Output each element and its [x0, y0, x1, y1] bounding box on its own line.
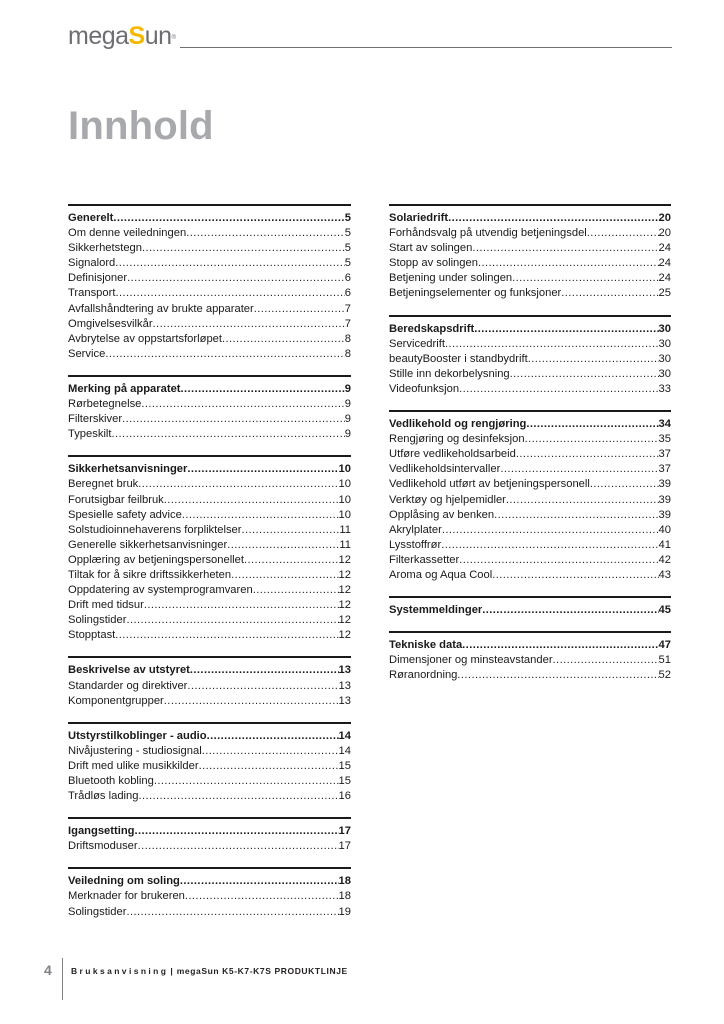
toc-entry-label: Akrylplater — [389, 523, 442, 536]
toc-entry-label: Definisjoner — [68, 272, 128, 285]
toc-entry-label: Røranordning — [389, 669, 458, 682]
logo-text-s: S — [128, 22, 145, 50]
toc-entry[interactable] — [68, 493, 351, 508]
toc-entry[interactable] — [68, 583, 351, 598]
toc-page-number: 5 — [344, 242, 351, 255]
toc-entry-label: Standarder og direktiver — [68, 679, 188, 692]
toc-page-number: 30 — [658, 337, 671, 350]
dot-leader — [115, 628, 338, 643]
dot-leader — [478, 256, 659, 271]
toc-entry-label: Komponentgrupper — [68, 694, 164, 707]
toc-heading-label: Merking på apparatet — [68, 382, 181, 395]
dot-leader — [459, 382, 658, 397]
dot-leader — [459, 553, 658, 568]
toc-entry-label: Drift med tidsur — [68, 599, 144, 612]
toc-page-number: 52 — [658, 669, 671, 682]
toc-entry[interactable] — [68, 789, 351, 804]
toc-entry[interactable] — [68, 889, 351, 904]
toc-entry[interactable] — [68, 613, 351, 628]
toc-entry-label: Filterskiver — [68, 413, 123, 426]
dot-leader — [105, 347, 344, 362]
toc-entry-label: Spesielle safety advice — [68, 508, 182, 521]
toc-page-number: 9 — [344, 413, 351, 426]
toc-entry[interactable] — [389, 668, 671, 683]
dot-leader — [199, 759, 339, 774]
toc-section-heading[interactable] — [68, 824, 351, 839]
toc-entry[interactable] — [389, 523, 671, 538]
toc-entry-label: Stopp av solingen — [389, 257, 478, 270]
toc-section — [389, 204, 671, 302]
toc-entry-label: Driftsmoduser — [68, 840, 138, 853]
toc-entry-label: Service — [68, 347, 106, 360]
toc-entry-label: Beregnet bruk — [68, 478, 139, 491]
dot-leader — [190, 663, 339, 678]
toc-heading-label: Tekniske data — [389, 639, 463, 652]
toc-section — [68, 455, 351, 643]
dot-leader — [525, 432, 659, 447]
toc-entry-label: Forutsigbar feilbruk — [68, 493, 164, 506]
dot-leader — [113, 211, 344, 226]
toc-entry[interactable] — [68, 412, 351, 427]
dot-leader — [510, 367, 659, 382]
toc-page-number: 12 — [338, 629, 351, 642]
toc-entry[interactable] — [68, 568, 351, 583]
toc-entry-label: Tiltak for å sikre driftssikkerheten — [68, 568, 232, 581]
toc-page-number: 13 — [338, 664, 351, 677]
toc-entry-label: Servicedrift — [389, 337, 445, 350]
toc-entry-label: Drift med ulike musikkilder — [68, 759, 199, 772]
dot-leader — [472, 241, 658, 256]
toc-entry[interactable] — [68, 427, 351, 442]
toc-page-number: 34 — [658, 418, 671, 431]
toc-entry[interactable] — [68, 553, 351, 568]
dot-leader — [164, 694, 339, 709]
toc-page-number: 6 — [344, 272, 351, 285]
toc-entry-label: Stille inn dekorbelysning — [389, 367, 510, 380]
toc-page-number: 20 — [658, 227, 671, 240]
toc-page-number: 10 — [338, 463, 351, 476]
toc-page-number: 15 — [338, 759, 351, 772]
dot-leader — [494, 508, 658, 523]
toc-page-number: 12 — [338, 599, 351, 612]
footer-doc-type: Bruksanvisning — [71, 966, 169, 976]
toc-page-number: 40 — [658, 523, 671, 536]
toc-entry[interactable] — [389, 493, 671, 508]
toc-heading-label: Solariedrift — [389, 212, 449, 224]
toc-entry-label: Trådløs lading — [68, 790, 139, 803]
toc-page-number: 16 — [338, 790, 351, 803]
footer-product: megaSun K5-K7-K7S PRODUKTLINJE — [176, 966, 348, 976]
toc-entry[interactable] — [68, 226, 351, 241]
toc-entry[interactable] — [389, 447, 671, 462]
toc-page-number: 25 — [658, 287, 671, 300]
toc-page-number: 9 — [344, 398, 351, 411]
toc-entry[interactable] — [389, 367, 671, 382]
toc-column-right — [389, 204, 671, 696]
dot-leader — [253, 583, 339, 598]
toc-entry-label: Rørbetegnelse — [68, 398, 142, 411]
dot-leader — [590, 477, 659, 492]
toc-page-number: 51 — [658, 654, 671, 667]
toc-section — [389, 410, 671, 583]
dot-leader — [127, 271, 345, 286]
dot-leader — [135, 824, 339, 839]
toc-entry-label: Omgivelsesvilkår — [68, 317, 153, 330]
dot-leader — [448, 211, 658, 226]
toc-entry[interactable] — [68, 759, 351, 774]
toc-page-number: 13 — [338, 694, 351, 707]
dot-leader — [141, 397, 344, 412]
toc-page-number: 10 — [338, 478, 351, 491]
dot-leader — [242, 523, 340, 538]
toc-page-number: 42 — [658, 553, 671, 566]
toc-heading-label: Beskrivelse av utstyret — [68, 664, 190, 677]
dot-leader — [442, 523, 659, 538]
toc-entry[interactable] — [68, 256, 351, 271]
toc-page-number: 17 — [338, 825, 351, 838]
toc-entry[interactable] — [389, 337, 671, 352]
toc-page-number: 6 — [344, 287, 351, 300]
toc-page-number: 30 — [658, 367, 671, 380]
toc-page-number: 30 — [658, 352, 671, 365]
toc-section-heading[interactable] — [389, 322, 671, 337]
toc-entry[interactable] — [389, 477, 671, 492]
toc-entry[interactable] — [68, 839, 351, 854]
toc-heading-label: Veiledning om soling — [68, 875, 180, 888]
dot-leader — [126, 613, 338, 628]
toc-entry[interactable] — [389, 382, 671, 397]
logo-text-mega: mega — [68, 22, 129, 50]
dot-leader — [244, 553, 339, 568]
toc-page-number: 12 — [338, 614, 351, 627]
toc-entry[interactable] — [68, 628, 351, 643]
dot-leader — [122, 412, 345, 427]
dot-leader — [457, 668, 658, 683]
toc-entry-label: Sikkerhetstegn — [68, 242, 143, 255]
toc-entry[interactable] — [68, 477, 351, 492]
toc-entry[interactable] — [389, 226, 671, 241]
toc-entry-label: Betjening under solingen — [389, 272, 513, 285]
toc-page-number: 37 — [658, 448, 671, 461]
toc-entry-label: Generelle sikkerhetsanvisninger — [68, 538, 228, 551]
toc-page-number: 12 — [338, 553, 351, 566]
toc-page-number: 33 — [658, 382, 671, 395]
toc-entry[interactable] — [68, 744, 351, 759]
dot-leader — [500, 462, 658, 477]
dot-leader — [138, 839, 339, 854]
dot-leader — [222, 332, 345, 347]
toc-entry[interactable] — [68, 317, 351, 332]
footer-text — [71, 966, 348, 976]
page-number: 4 — [44, 962, 52, 978]
toc-page-number: 9 — [344, 382, 351, 395]
toc-entry-label: Bluetooth kobling — [68, 775, 154, 787]
toc-page-number: 8 — [344, 347, 351, 360]
toc-entry-label: Nivåjustering - studiosignal — [68, 744, 202, 757]
toc-entry-label: Opplæring av betjeningspersonellet — [68, 553, 245, 566]
dot-leader — [227, 538, 339, 553]
toc-section — [68, 656, 351, 708]
dot-leader — [462, 638, 658, 653]
toc-section-heading[interactable] — [68, 382, 351, 397]
toc-entry[interactable] — [389, 553, 671, 568]
toc-entry-label: Signalord — [68, 257, 116, 270]
toc-entry-label: Typeskilt — [68, 428, 112, 441]
toc-heading-label: Generelt — [68, 212, 114, 224]
toc-section-heading[interactable] — [389, 603, 671, 618]
toc-entry[interactable] — [389, 352, 671, 367]
toc-page-number: 5 — [344, 227, 351, 240]
toc-entry-label: Betjeningselementer og funksjoner — [389, 287, 562, 300]
toc-page-number: 5 — [344, 212, 351, 224]
dot-leader — [154, 774, 339, 789]
dot-leader — [153, 317, 345, 332]
toc-entry-label: Lysstoffrør — [389, 538, 442, 551]
toc-page-number: 12 — [338, 568, 351, 581]
toc-entry[interactable] — [389, 256, 671, 271]
dot-leader — [482, 603, 658, 618]
toc-entry-label: Transport — [68, 287, 116, 300]
toc-entry-label: Videofunksjon — [389, 382, 460, 395]
toc-section — [389, 631, 671, 683]
toc-page-number: 17 — [338, 840, 351, 853]
toc-page-number: 43 — [658, 568, 671, 581]
toc-entry[interactable] — [389, 508, 671, 523]
toc-section-heading[interactable] — [389, 638, 671, 653]
dot-leader — [138, 477, 338, 492]
toc-entry[interactable] — [389, 462, 671, 477]
toc-section — [68, 817, 351, 854]
dot-leader — [254, 302, 345, 317]
toc-section — [389, 315, 671, 397]
toc-heading-label: Sikkerhetsanvisninger — [68, 463, 188, 476]
toc-entry-label: Avfallshåndtering av brukte apparater — [68, 302, 254, 315]
dot-leader — [231, 568, 338, 583]
toc-entry-label: Opplåsing av benken — [389, 508, 495, 521]
toc-entry-label: Oppdatering av systemprogramvaren — [68, 584, 253, 597]
toc-entry[interactable] — [389, 271, 671, 286]
toc-entry-label: Aroma og Aqua Cool — [389, 568, 493, 581]
toc-page-number: 9 — [344, 428, 351, 441]
logo-text-un: un — [144, 22, 172, 50]
toc-page-number: 19 — [338, 905, 351, 918]
toc-page-number: 20 — [658, 212, 671, 224]
toc-page-number: 7 — [344, 302, 351, 315]
toc-entry[interactable] — [68, 694, 351, 709]
toc-heading-label: Systemmeldinger — [389, 604, 483, 617]
toc-entry-label: Solingstider — [68, 905, 127, 918]
toc-entry[interactable] — [68, 271, 351, 286]
dot-leader — [138, 789, 338, 804]
toc-entry[interactable] — [68, 598, 351, 613]
toc-page-number: 39 — [658, 478, 671, 491]
toc-heading-label: Vedlikehold og rengjøring — [389, 418, 527, 431]
toc-page-number: 24 — [658, 242, 671, 255]
toc-entry-label: Start av solingen — [389, 242, 473, 255]
dot-leader — [115, 286, 344, 301]
dot-leader — [144, 598, 339, 613]
toc-entry-label: beautyBooster i standbydrift — [389, 352, 528, 365]
dot-leader — [142, 241, 345, 256]
toc-page-number: 7 — [344, 317, 351, 330]
dot-leader — [445, 337, 659, 352]
toc-section — [389, 596, 671, 618]
dot-leader — [187, 462, 338, 477]
toc-page-number: 39 — [658, 508, 671, 521]
toc-section-heading[interactable] — [68, 462, 351, 477]
header-divider — [180, 47, 672, 48]
dot-leader — [187, 679, 338, 694]
toc-heading-label: Utstyrstilkoblinger - audio — [68, 729, 207, 742]
toc-entry[interactable] — [68, 679, 351, 694]
toc-page-number: 5 — [344, 257, 351, 270]
toc-entry[interactable] — [389, 241, 671, 256]
toc-entry[interactable] — [389, 538, 671, 553]
toc-page-number: 15 — [338, 775, 351, 787]
toc-section-heading[interactable] — [389, 417, 671, 432]
toc-entry-label: Merknader for brukeren — [68, 890, 185, 903]
dot-leader — [553, 653, 659, 668]
toc-column-left — [68, 204, 351, 933]
dot-leader — [526, 417, 658, 432]
toc-section — [68, 204, 351, 362]
toc-page-number: 12 — [338, 584, 351, 597]
dot-leader — [516, 447, 659, 462]
dot-leader — [186, 226, 345, 241]
toc-page-number: 13 — [338, 679, 351, 692]
toc-entry-label: Filterkassetter — [389, 553, 460, 566]
toc-section-heading[interactable] — [68, 874, 351, 889]
toc-section — [68, 375, 351, 442]
toc-heading-label: Beredskapsdrift — [389, 322, 475, 335]
dot-leader — [492, 568, 658, 583]
toc-page-number: 18 — [338, 890, 351, 903]
toc-entry-label: Vedlikehold utført av betjeningspersonell — [389, 478, 590, 491]
toc-page-number: 41 — [658, 538, 671, 551]
toc-page-number: 18 — [338, 875, 351, 888]
toc-page-number: 11 — [339, 523, 351, 536]
dot-leader — [112, 427, 345, 442]
toc-entry-label: Dimensjoner og minsteavstander — [389, 654, 553, 667]
toc-entry[interactable] — [68, 332, 351, 347]
toc-entry-label: Solingstider — [68, 614, 127, 627]
toc-entry-label: Forhåndsvalg på utvendig betjeningsdel — [389, 227, 587, 240]
dot-leader — [474, 322, 658, 337]
registered-mark: ® — [171, 35, 176, 41]
toc-page-number: 24 — [658, 272, 671, 285]
toc-entry[interactable] — [68, 347, 351, 362]
toc-entry[interactable] — [68, 508, 351, 523]
dot-leader — [528, 352, 659, 367]
toc-entry[interactable] — [68, 538, 351, 553]
megasun-logo — [68, 22, 175, 50]
dot-leader — [182, 508, 339, 523]
footer-separator: | — [170, 966, 173, 976]
toc-section-heading[interactable] — [68, 729, 351, 744]
toc-page-number: 24 — [658, 257, 671, 270]
toc-entry[interactable] — [389, 286, 671, 301]
dot-leader — [506, 493, 659, 508]
page-title: Innhold — [68, 104, 214, 148]
toc-entry-label: Solstudioinnehaverens forpliktelser — [68, 523, 242, 536]
toc-section-heading[interactable] — [68, 211, 351, 226]
toc-entry-label: Rengjøring og desinfeksjon — [389, 433, 525, 446]
toc-entry-label: Utføre vedlikeholdsarbeid — [389, 448, 516, 461]
toc-page-number: 37 — [658, 463, 671, 476]
toc-page-number: 39 — [658, 493, 671, 506]
toc-entry[interactable] — [68, 523, 351, 538]
toc-entry-label: Vedlikeholdsintervaller — [389, 463, 501, 476]
toc-section — [68, 867, 351, 919]
toc-section-heading[interactable] — [389, 211, 671, 226]
dot-leader — [587, 226, 659, 241]
toc-entry[interactable] — [68, 286, 351, 301]
toc-entry[interactable] — [389, 568, 671, 583]
toc-heading-label: Igangsetting — [68, 825, 135, 838]
toc-page-number: 8 — [344, 332, 351, 345]
toc-entry-label: Stopptast — [68, 629, 116, 642]
dot-leader — [185, 889, 339, 904]
toc-entry[interactable] — [68, 241, 351, 256]
dot-leader — [561, 286, 658, 301]
toc-page-number: 11 — [339, 538, 351, 551]
dot-leader — [512, 271, 658, 286]
toc-page-number: 47 — [658, 639, 671, 652]
footer-divider — [62, 958, 63, 1000]
dot-leader — [441, 538, 658, 553]
toc-entry-label: Om denne veiledningen — [68, 227, 187, 240]
toc-page-number: 14 — [338, 729, 351, 742]
toc-entry[interactable] — [389, 432, 671, 447]
toc-page-number: 30 — [658, 322, 671, 335]
dot-leader — [180, 874, 339, 889]
toc-section — [68, 722, 351, 804]
toc-entry[interactable] — [68, 397, 351, 412]
dot-leader — [164, 493, 339, 508]
dot-leader — [207, 729, 339, 744]
dot-leader — [202, 744, 339, 759]
toc-entry[interactable] — [68, 302, 351, 317]
toc-page-number: 10 — [338, 493, 351, 506]
dot-leader — [181, 382, 345, 397]
toc-entry-label: Verktøy og hjelpemidler — [389, 493, 506, 506]
toc-entry[interactable] — [389, 653, 671, 668]
toc-entry[interactable] — [68, 905, 351, 920]
toc-entry[interactable] — [68, 774, 351, 789]
dot-leader — [126, 905, 338, 920]
toc-page-number: 14 — [338, 744, 351, 757]
toc-page-number: 45 — [658, 604, 671, 617]
toc-entry-label: Avbrytelse av oppstartsforløpet — [68, 332, 223, 345]
toc-section-heading[interactable] — [68, 663, 351, 678]
dot-leader — [115, 256, 344, 271]
toc-page-number: 10 — [338, 508, 351, 521]
page-header — [68, 22, 672, 52]
toc-page-number: 35 — [658, 433, 671, 446]
